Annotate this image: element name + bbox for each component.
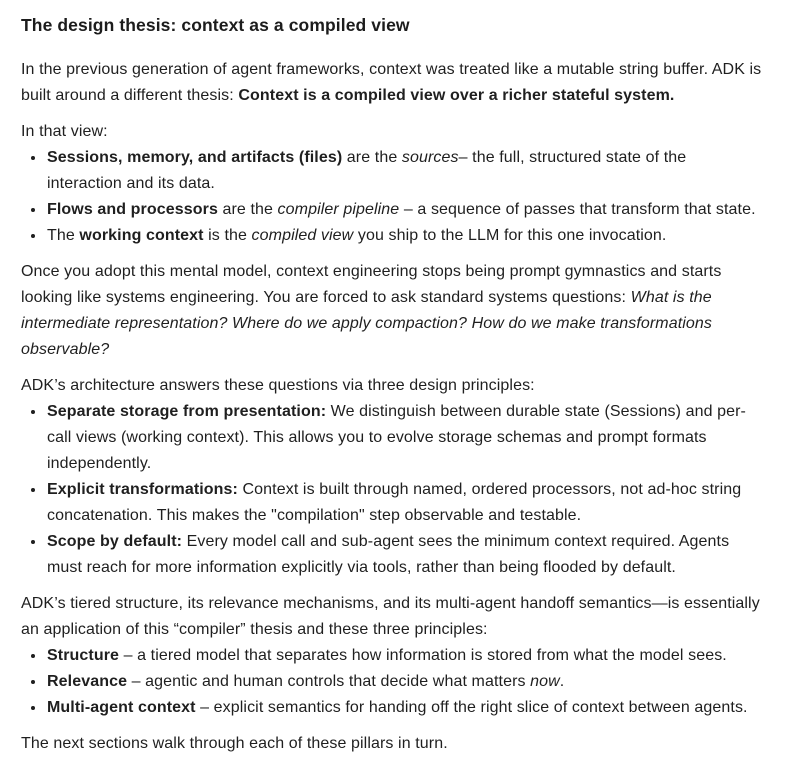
text-run-bold: Structure [47, 647, 120, 664]
text-run-italic: What is the intermediate representation? Where do we apply compaction? How do we make transformations observable? [21, 289, 713, 358]
text-run-bold: working context [79, 227, 204, 244]
paragraph-pillars-intro: ADK’s tiered structure, its relevance mechanisms, and its multi-agent handoff semantics—is essentially an application of this “compiler” thesis and these three principles: [21, 595, 760, 638]
paragraph-closing: The next sections walk through each of these pillars in turn. [21, 735, 448, 752]
text-run: you ship to the LLM for this one invocation. [353, 227, 667, 244]
text-run: are the [217, 201, 278, 218]
text-run-italic: compiler pipeline [277, 201, 400, 218]
text-run: . [559, 673, 565, 690]
paragraph-mental-model [21, 259, 764, 363]
text-run-bold: Sessions, memory, and artifacts (files) [47, 149, 343, 166]
text-run: We distinguish between durable state (Sessions) and per-call views (working context). This allows you to evolve storage schemas and prompt formats independently. [47, 403, 746, 472]
principles-list [21, 399, 764, 581]
text-run-bold: Scope by default: [47, 533, 183, 550]
text-run: are the [342, 149, 402, 166]
view-list [21, 145, 764, 249]
text-run-bold: Context is a compiled view over a richer stateful system. [238, 87, 675, 104]
list-item-working-context [46, 223, 764, 249]
text-run-bold: Multi-agent context [47, 699, 196, 716]
list-item-relevance [46, 669, 764, 695]
paragraph-thesis [21, 57, 764, 109]
list-item-flows [46, 197, 764, 223]
text-run-italic: sources [401, 149, 459, 166]
text-run: – the full, structured state of the interaction and its data. [47, 149, 687, 192]
pillars-list [21, 643, 764, 721]
list-item-separate-storage [46, 399, 764, 477]
text-run-bold: Separate storage from presentation: [47, 403, 327, 420]
text-run: Once you adopt this mental model, context engineering stops being prompt gymnastics and starts looking like systems engineering. You are forced to ask standard systems questions: [21, 263, 722, 306]
text-run: – agentic and human controls that decide what matters [127, 673, 531, 690]
text-run-italic: now [530, 673, 560, 690]
paragraph-in-that-view: In that view: [21, 123, 108, 140]
paragraph-principles-intro: ADK’s architecture answers these questions via three design principles: [21, 377, 535, 394]
text-run-bold: Relevance [47, 673, 128, 690]
list-item-structure [46, 643, 764, 669]
text-run: – a sequence of passes that transform that state. [399, 201, 756, 218]
list-item-explicit-transformations [46, 477, 764, 529]
text-run: In the previous generation of agent frameworks, context was treated like a mutable string buffer. ADK is built around a different thesis: [21, 61, 762, 104]
list-item-sources [46, 145, 764, 197]
text-run: – a tiered model that separates how information is stored from what the model sees. [119, 647, 727, 664]
text-run: The [47, 227, 80, 244]
list-item-scope-by-default [46, 529, 764, 581]
text-run-italic: compiled view [251, 227, 354, 244]
text-run: – explicit semantics for handing off the right slice of context between agents. [195, 699, 748, 716]
text-run-bold: Explicit transformations: [47, 481, 238, 498]
text-run: Context is built through named, ordered processors, not ad-hoc string concatenation. This makes the "compilation" step observable and testable. [47, 481, 742, 524]
text-run: is the [203, 227, 252, 244]
text-run-bold: Flows and processors [47, 201, 218, 218]
page-title: The design thesis: context as a compiled view [21, 15, 410, 35]
text-run: Every model call and sub-agent sees the minimum context required. Agents must reach for more information explicitly via tools, rather than being flooded by default. [47, 533, 730, 576]
